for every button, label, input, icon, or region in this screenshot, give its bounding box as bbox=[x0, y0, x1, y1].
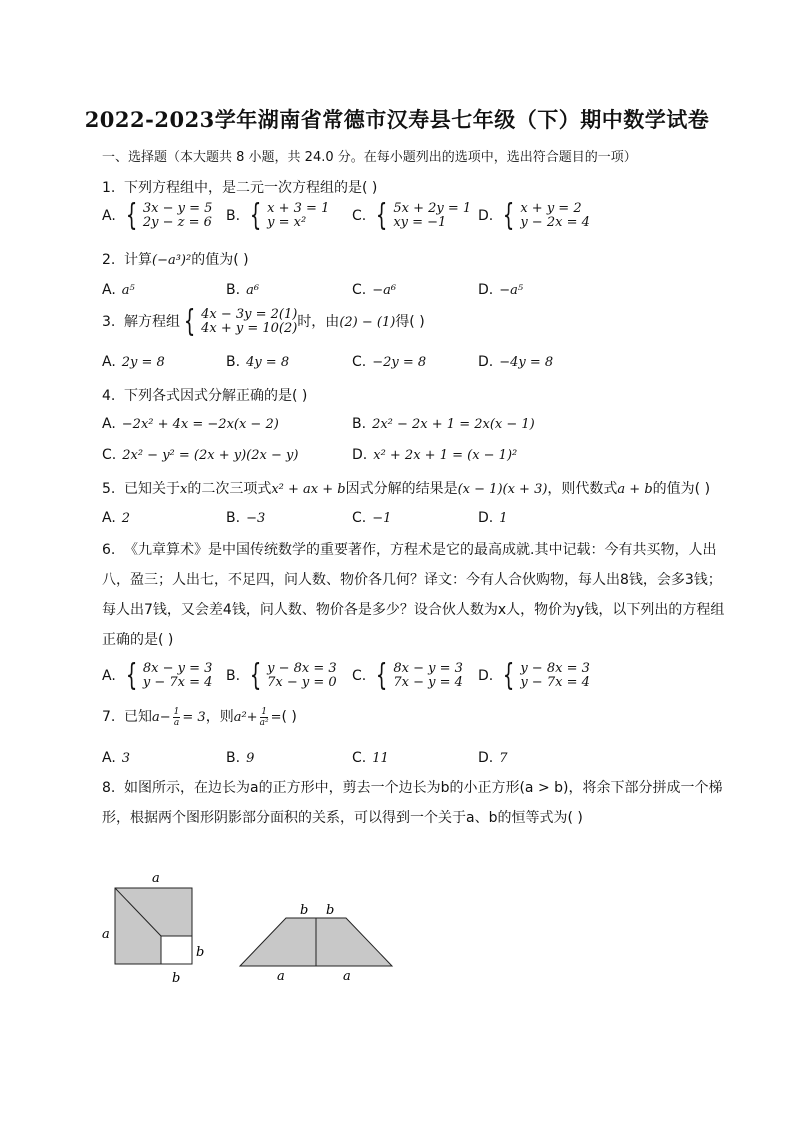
equation-row: y − 8x = 3 bbox=[520, 661, 590, 676]
equation-row: 3x − y = 5 bbox=[142, 201, 213, 216]
question-1 bbox=[102, 177, 377, 197]
question-text: 形，根据两个图形阴影部分面积的关系，可以得到一个关于a、b的恒等式为( ) bbox=[102, 810, 583, 826]
option-value: −2x² + 4x = −2x(x − 2) bbox=[121, 417, 279, 432]
math-expression: a + b bbox=[617, 482, 653, 497]
q2-option-d[interactable] bbox=[478, 282, 523, 298]
equation-row: x + 3 = 1 bbox=[267, 201, 330, 216]
question-8 bbox=[102, 773, 722, 833]
q5-option-b[interactable] bbox=[226, 510, 265, 526]
option-label: B. bbox=[226, 282, 241, 298]
fraction bbox=[173, 707, 181, 728]
option-label: D. bbox=[352, 447, 368, 463]
option-value: 7 bbox=[499, 751, 508, 766]
option-label: A. bbox=[102, 750, 116, 766]
option-value: 3 bbox=[121, 751, 131, 766]
option-label: D. bbox=[478, 354, 494, 370]
math-expression: − bbox=[159, 710, 171, 725]
question-number: 1. bbox=[102, 180, 116, 196]
fraction-denominator: a bbox=[173, 717, 180, 728]
option-label: D. bbox=[478, 282, 494, 298]
q6-option-a[interactable]: A. { 8x − y = 3 y − 7x = 4 bbox=[102, 658, 213, 693]
option-value: x² + 2x + 1 = (x − 1)² bbox=[373, 448, 518, 463]
q8-figure bbox=[90, 860, 410, 990]
question-number: 3. bbox=[102, 314, 116, 330]
option-label: A. bbox=[102, 510, 116, 526]
equation-row: 8x − y = 3 bbox=[142, 661, 213, 676]
small-square bbox=[161, 936, 192, 964]
question-number: 6. bbox=[102, 542, 116, 558]
math-expression: = bbox=[270, 710, 282, 725]
option-label: D. bbox=[478, 750, 494, 766]
question-text: 正确的是( ) bbox=[102, 632, 174, 648]
q4-option-d[interactable] bbox=[352, 447, 517, 463]
equation-row: y − 2x = 4 bbox=[520, 215, 590, 230]
option-label: C. bbox=[352, 750, 367, 766]
math-expression: (2) − (1) bbox=[339, 315, 396, 330]
option-value: 4y = 8 bbox=[246, 355, 290, 370]
equation-row: y − 7x = 4 bbox=[520, 675, 590, 690]
fraction-numerator: 1 bbox=[173, 706, 180, 717]
math-expression: x bbox=[180, 482, 188, 497]
option-label: C. bbox=[352, 208, 367, 224]
question-number: 7. bbox=[102, 709, 116, 725]
equation-row: xy = −1 bbox=[393, 215, 447, 230]
option-value: a⁵ bbox=[121, 283, 135, 298]
math-expression: = 3 bbox=[182, 710, 206, 725]
question-number: 2. bbox=[102, 252, 116, 268]
question-text: 解方程组 bbox=[124, 314, 180, 330]
question-text: 已知 bbox=[124, 709, 152, 725]
question-text: ( ) bbox=[281, 709, 297, 725]
equation-row: 7x − y = 4 bbox=[393, 675, 463, 690]
question-3: 3. 解方程组 { 4x − 3y = 2(1) 4x + y = 10(2) 时，由(2) − (1)得( ) bbox=[102, 304, 425, 339]
option-value: 9 bbox=[246, 751, 255, 766]
equation-row: y − 8x = 3 bbox=[267, 661, 337, 676]
label-top-b2: b bbox=[326, 903, 335, 918]
option-label: C. bbox=[352, 354, 367, 370]
question-text: 已知关于 bbox=[124, 481, 180, 497]
q1-option-b[interactable]: B. { x + 3 = 1 y = x² bbox=[226, 198, 330, 233]
question-text: ，则 bbox=[205, 709, 234, 725]
equation-row: 5x + 2y = 1 bbox=[393, 201, 472, 216]
label-right-b: b bbox=[196, 945, 205, 960]
q2-option-c[interactable] bbox=[352, 282, 396, 298]
q7-option-a[interactable] bbox=[102, 750, 130, 766]
option-label: A. bbox=[102, 354, 116, 370]
q4-option-a[interactable] bbox=[102, 416, 279, 432]
equation-row: 4x − 3y = 2(1) bbox=[201, 307, 298, 322]
section-heading: 一、选择题（本大题共 8 小题，共 24.0 分。在每小题列出的选项中，选出符合题目的一项） bbox=[102, 150, 637, 165]
question-text: 下列方程组中，是二元一次方程组的是( ) bbox=[124, 180, 378, 196]
option-value: −1 bbox=[372, 511, 392, 526]
q5-option-a[interactable] bbox=[102, 510, 130, 526]
q3-option-c[interactable] bbox=[352, 354, 426, 370]
option-value: a⁶ bbox=[246, 283, 260, 298]
label-left-a: a bbox=[102, 927, 110, 942]
question-text: 因式分解的结果是 bbox=[345, 481, 458, 497]
option-label: B. bbox=[226, 208, 241, 224]
question-text: 每人出7钱，又会差4钱，问人数、物价各是多少？设合伙人数为x人，物价为y钱，以下列出的方程组 bbox=[102, 602, 725, 618]
question-text: 八，盈三；人出七，不足四，问人数、物价各几何？译文：今有人合伙购物，每人出8钱，会多3钱； bbox=[102, 572, 722, 588]
question-number: 8. bbox=[102, 780, 116, 796]
option-value: −a⁶ bbox=[372, 283, 397, 298]
option-label: C. bbox=[352, 510, 367, 526]
option-label: D. bbox=[478, 510, 494, 526]
question-text: 《九章算术》是中国传统数学的重要著作，方程术是它的最高成就.其中记载：今有共买物，人出 bbox=[124, 542, 717, 558]
question-4 bbox=[102, 385, 307, 405]
option-label: C. bbox=[102, 447, 117, 463]
option-value: −3 bbox=[246, 511, 266, 526]
option-value: −2y = 8 bbox=[372, 355, 427, 370]
equation-row: x + y = 2 bbox=[520, 201, 582, 216]
question-text: 如图所示，在边长为a的正方形中，剪去一个边长为b的小正方形(a > b)，将余下部分拼成一个梯 bbox=[124, 780, 723, 796]
option-label: A. bbox=[102, 282, 116, 298]
equation-row: 2y − z = 6 bbox=[142, 215, 212, 230]
label-bottom-a1: a bbox=[277, 969, 285, 984]
question-5 bbox=[102, 478, 710, 498]
q4-option-c[interactable] bbox=[102, 447, 298, 463]
q1-option-d[interactable]: D. { x + y = 2 y − 2x = 4 bbox=[478, 198, 590, 233]
page-title: 2022-2023学年湖南省常德市汉寿县七年级（下）期中数学试卷 bbox=[84, 107, 710, 132]
option-value: 1 bbox=[499, 511, 508, 526]
option-label: C. bbox=[352, 668, 367, 684]
label-bottom-a2: a bbox=[343, 969, 351, 984]
q2-option-b[interactable] bbox=[226, 282, 259, 298]
option-label: B. bbox=[226, 668, 241, 684]
math-expression: a² bbox=[233, 710, 247, 725]
option-value: 2x² − y² = (2x + y)(2x − y) bbox=[122, 448, 299, 463]
question-text: 的值为( ) bbox=[652, 481, 711, 497]
option-label: B. bbox=[226, 510, 241, 526]
q6-option-b[interactable]: B. { y − 8x = 3 7x − y = 0 bbox=[226, 658, 337, 693]
option-label: B. bbox=[226, 750, 241, 766]
question-2 bbox=[102, 249, 249, 269]
question-number: 5. bbox=[102, 481, 116, 497]
q7-option-d[interactable] bbox=[478, 750, 508, 766]
math-expression: (x − 1)(x + 3) bbox=[457, 482, 548, 497]
option-label: A. bbox=[102, 208, 116, 224]
option-value: 2 bbox=[121, 511, 131, 526]
label-top-b1: b bbox=[300, 903, 309, 918]
question-text: 的二次三项式 bbox=[187, 481, 272, 497]
fraction-denominator: a² bbox=[259, 717, 269, 728]
q3-option-a[interactable] bbox=[102, 354, 165, 370]
option-label: B. bbox=[226, 354, 241, 370]
option-label: D. bbox=[478, 208, 494, 224]
q3-option-b[interactable] bbox=[226, 354, 289, 370]
label-bottom-b: b bbox=[172, 971, 181, 986]
option-value: −4y = 8 bbox=[499, 355, 554, 370]
q7-option-b[interactable] bbox=[226, 750, 254, 766]
option-value: 11 bbox=[372, 751, 389, 766]
option-label: C. bbox=[352, 282, 367, 298]
question-number: 4. bbox=[102, 388, 116, 404]
q1-option-a[interactable]: A. { 3x − y = 5 2y − z = 6 bbox=[102, 198, 213, 233]
question-7 bbox=[102, 706, 297, 728]
option-label: A. bbox=[102, 416, 116, 432]
math-expression: x² + ax + b bbox=[271, 482, 346, 497]
q4-option-b[interactable] bbox=[352, 416, 535, 432]
math-expression: a bbox=[152, 710, 160, 725]
q1-option-c[interactable]: C. { 5x + 2y = 1 xy = −1 bbox=[352, 198, 472, 233]
equation-row: y = x² bbox=[267, 215, 307, 230]
option-value: −a⁵ bbox=[499, 283, 524, 298]
q6-option-c[interactable]: C. { 8x − y = 3 7x − y = 4 bbox=[352, 658, 463, 693]
label-top-a: a bbox=[152, 871, 160, 886]
option-value: 2x² − 2x + 1 = 2x(x − 1) bbox=[372, 417, 535, 432]
q5-option-c[interactable] bbox=[352, 510, 391, 526]
option-label: D. bbox=[478, 668, 494, 684]
question-6 bbox=[102, 535, 724, 655]
question-text: 计算 bbox=[124, 252, 152, 268]
q5-option-d[interactable] bbox=[478, 510, 508, 526]
fraction-numerator: 1 bbox=[261, 706, 267, 717]
math-expression: + bbox=[246, 710, 258, 725]
equation-row: y − 7x = 4 bbox=[142, 675, 213, 690]
question-text: 得( ) bbox=[395, 314, 425, 330]
equation-row: 8x − y = 3 bbox=[393, 661, 463, 676]
question-text: 下列各式因式分解正确的是( ) bbox=[124, 388, 308, 404]
question-text: 时，由 bbox=[297, 314, 340, 330]
q2-option-a[interactable] bbox=[102, 282, 135, 298]
equation-row: 4x + y = 10(2) bbox=[201, 321, 298, 336]
question-text: ，则代数式 bbox=[547, 481, 618, 497]
q7-option-c[interactable] bbox=[352, 750, 389, 766]
q3-option-d[interactable] bbox=[478, 354, 553, 370]
option-value: 2y = 8 bbox=[121, 355, 165, 370]
math-expression: (−a³)² bbox=[152, 253, 192, 268]
option-label: B. bbox=[352, 416, 367, 432]
question-text: 的值为( ) bbox=[191, 252, 249, 268]
fraction bbox=[260, 707, 269, 728]
equation-row: 7x − y = 0 bbox=[267, 675, 337, 690]
q6-option-d[interactable]: D. { y − 8x = 3 y − 7x = 4 bbox=[478, 658, 590, 693]
option-label: A. bbox=[102, 668, 116, 684]
